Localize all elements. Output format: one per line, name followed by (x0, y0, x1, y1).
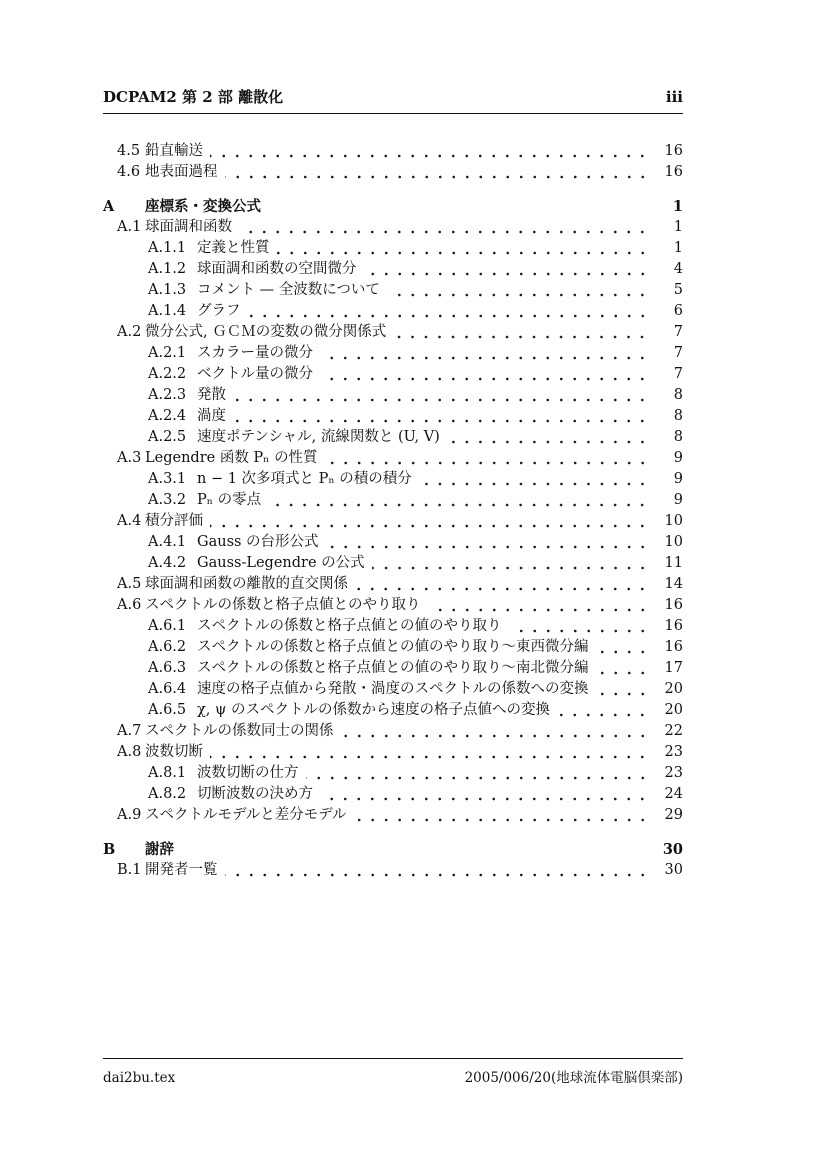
toc-entry-number: A.4 (117, 513, 142, 529)
toc-entry-page: 30 (657, 860, 683, 1169)
dot-leader (509, 616, 650, 637)
toc-entry[interactable] (103, 532, 683, 553)
toc-entry-number: A.6.4 (148, 681, 187, 697)
toc-entry[interactable] (103, 385, 683, 406)
toc-entry-number: A.3.2 (148, 492, 187, 508)
toc-entry-title: Gauss-Legendre の公式 (197, 555, 365, 571)
toc-entry-title: スカラー量の微分 (197, 345, 313, 361)
toc-entry-title: 切断波数の決め方 (197, 786, 313, 802)
toc-entry-title: スペクトルの係数と格子点値との値のやり取り～南北微分編 (197, 660, 589, 676)
toc-entry-title: 開発者一覧 (145, 862, 218, 878)
dot-leader (320, 343, 649, 364)
toc-entry-page: 9 (657, 469, 683, 1169)
toc-entry[interactable] (103, 217, 683, 238)
toc-entry[interactable] (103, 637, 683, 658)
toc-entry-title: スペクトルの係数と格子点値との値のやり取り～東西微分編 (197, 639, 589, 655)
toc-entry-number: A.2.4 (148, 408, 187, 424)
page-header (103, 86, 683, 114)
dot-leader (596, 658, 650, 679)
toc-entry-page: 7 (657, 322, 683, 1169)
dot-leader (428, 595, 650, 616)
toc-entry-page: 16 (657, 141, 683, 1169)
toc-entry-page: 23 (657, 742, 683, 1169)
dot-leader (233, 406, 649, 427)
dot-leader (233, 385, 649, 406)
toc-entry-page: 8 (657, 406, 683, 1169)
toc-entry[interactable] (103, 364, 683, 385)
dot-leader (320, 784, 649, 805)
toc-entry[interactable] (103, 406, 683, 427)
dot-leader (355, 574, 649, 595)
toc-entry-title: スペクトルの係数同士の関係 (145, 723, 334, 739)
toc-entry-number: A.3.1 (148, 471, 187, 487)
toc-entry-page: 4 (657, 259, 683, 1169)
toc-entry[interactable] (103, 259, 683, 280)
toc-entry-page: 24 (657, 784, 683, 1169)
toc-entry[interactable] (103, 322, 683, 343)
dot-leader (248, 301, 650, 322)
toc-entry-number: A.6 (117, 597, 142, 613)
toc-entry-title: 速度ポテンシャル, 流線関数と (U, V) (197, 429, 440, 445)
toc-entry[interactable] (103, 141, 683, 162)
toc-entry-number: A.2.1 (148, 345, 187, 361)
toc-entry-number: 4.5 (117, 143, 141, 159)
dot-leader (596, 679, 650, 700)
toc-entry-title: χ, ψ のスペクトルの係数から速度の格子点値への変換 (197, 702, 550, 718)
toc-entry-page: 8 (657, 427, 683, 1169)
toc-entry-number: A.6.5 (148, 702, 187, 718)
dot-leader (341, 721, 650, 742)
toc-entry-number: A.1 (117, 219, 142, 235)
dot-leader (277, 238, 650, 259)
toc-entry[interactable] (103, 162, 683, 183)
toc-entry-number: A.1.4 (148, 303, 187, 319)
toc-entry-title: n − 1 次多項式と Pₙ の積の積分 (197, 471, 412, 487)
toc-entry-number: A.6.3 (148, 660, 187, 676)
toc-entry-number: A.6.2 (148, 639, 187, 655)
toc-entry-title: 地表面過程 (145, 164, 218, 180)
dot-leader (268, 196, 649, 217)
toc-entry[interactable] (103, 721, 683, 742)
toc-entry-title: Pₙ の零点 (197, 492, 262, 508)
toc-entry-page: 16 (657, 595, 683, 1169)
toc-entry-number: A.6.1 (148, 618, 187, 634)
toc-entry[interactable] (103, 763, 683, 784)
dot-leader (372, 553, 649, 574)
dot-leader (419, 469, 649, 490)
toc-entry[interactable] (103, 616, 683, 637)
toc-entry[interactable] (103, 196, 683, 217)
toc-entry-title: 発散 (197, 387, 226, 403)
toc-entry-number: A.5 (117, 576, 142, 592)
toc-entry-page: 6 (657, 301, 683, 1169)
dot-leader (354, 805, 649, 826)
toc-entry-page: 16 (657, 162, 683, 1169)
toc-entry[interactable] (103, 784, 683, 805)
toc-entry-page: 30 (657, 839, 683, 1169)
toc-entry-title: 微分公式, ＧＣＭの変数の微分関係式 (145, 324, 387, 340)
toc-entry[interactable] (103, 700, 683, 721)
toc-entry-number: A.1.2 (148, 261, 187, 277)
toc-entry-title: Legendre 函数 Pₙ の性質 (145, 450, 318, 466)
dot-leader (320, 364, 649, 385)
toc-entry-title: Gauss の台形公式 (197, 534, 319, 550)
toc-entry[interactable] (103, 805, 683, 826)
toc-entry-number: A (103, 198, 115, 215)
toc-entry-page: 7 (657, 364, 683, 1169)
toc-entry[interactable] (103, 742, 683, 763)
dot-leader (239, 217, 649, 238)
toc-entry-number: A.9 (117, 807, 142, 823)
toc-entry[interactable] (103, 280, 683, 301)
page-footer (103, 1058, 683, 1086)
toc-entry[interactable] (103, 511, 683, 532)
toc-entry-page: 10 (657, 511, 683, 1169)
toc-entry-page: 20 (657, 679, 683, 1169)
toc-entry-title: 定義と性質 (197, 240, 270, 256)
toc-entry-page: 17 (657, 658, 683, 1169)
toc-entry-title: グラフ (197, 303, 241, 319)
dot-leader (210, 141, 649, 162)
dot-leader (364, 259, 650, 280)
dot-leader (225, 162, 650, 183)
toc-entry[interactable] (103, 427, 683, 448)
toc-entry-title: 球面調和函数の空間微分 (197, 261, 357, 277)
toc-entry-page: 8 (657, 385, 683, 1169)
toc-entry[interactable] (103, 448, 683, 469)
toc-entry-number: A.3 (117, 450, 142, 466)
toc-entry-page: 16 (657, 637, 683, 1169)
footer-date: 2005/006/20(地球流体電脳倶楽部) (464, 1070, 683, 1086)
footer-filename: dai2bu.tex (103, 1070, 176, 1086)
toc-entry-title: 座標系・変換公式 (145, 198, 261, 215)
toc-entry[interactable] (103, 490, 683, 511)
dot-leader (557, 700, 649, 721)
toc-entry-page: 1 (657, 217, 683, 1169)
toc-entry[interactable] (103, 574, 683, 595)
toc-entry-number: A.2.3 (148, 387, 187, 403)
header-title: DCPAM2 第 2 部 離散化 (103, 88, 284, 106)
toc-entry-number: A.2 (117, 324, 142, 340)
toc-entry[interactable] (103, 238, 683, 259)
toc-entry-title: ベクトル量の微分 (197, 366, 313, 382)
dot-leader (210, 511, 649, 532)
toc-entry-number: 4.6 (117, 164, 141, 180)
dot-leader (325, 448, 649, 469)
toc-entry-number: A.2.5 (148, 429, 187, 445)
dot-leader (210, 742, 649, 763)
table-of-contents (103, 141, 683, 881)
toc-entry-title: スペクトルモデルと差分モデル (145, 807, 347, 823)
toc-entry-number: A.2.2 (148, 366, 187, 382)
toc-entry-title: 波数切断 (145, 744, 203, 760)
toc-entry-title: 鉛直輸送 (145, 143, 203, 159)
toc-entry-page: 14 (657, 574, 683, 1169)
toc-entry[interactable] (103, 860, 683, 881)
toc-entry-title: 渦度 (197, 408, 226, 424)
toc-entry-number: A.8.2 (148, 786, 187, 802)
toc-entry-number: B (103, 841, 116, 858)
toc-entry[interactable] (103, 343, 683, 364)
toc-entry-number: B.1 (117, 862, 142, 878)
toc-entry-number: A.4.1 (148, 534, 187, 550)
dot-leader (306, 763, 650, 784)
toc-entry-page: 20 (657, 700, 683, 1169)
dot-leader (393, 322, 649, 343)
toc-entry-page: 9 (657, 490, 683, 1169)
toc-entry[interactable] (103, 301, 683, 322)
dot-leader (387, 280, 649, 301)
toc-entry-page: 7 (657, 343, 683, 1169)
toc-entry-number: A.7 (117, 723, 142, 739)
toc-entry[interactable] (103, 839, 683, 860)
toc-entry-title: スペクトルの係数と格子点値とのやり取り (145, 597, 421, 613)
toc-entry-title: 球面調和函数の離散的直交関係 (145, 576, 348, 592)
toc-entry-number: A.8 (117, 744, 142, 760)
toc-entry[interactable] (103, 595, 683, 616)
toc-entry-page: 16 (657, 616, 683, 1169)
toc-entry-title: コメント — 全波数について (197, 282, 380, 298)
dot-leader (225, 860, 650, 881)
dot-leader (268, 490, 649, 511)
toc-entry-page: 9 (657, 448, 683, 1169)
toc-entry-page: 1 (657, 196, 683, 1169)
toc-entry-page: 10 (657, 532, 683, 1169)
toc-entry[interactable] (103, 679, 683, 700)
toc-entry[interactable] (103, 658, 683, 679)
toc-entry-page: 1 (657, 238, 683, 1169)
toc-entry-page: 5 (657, 280, 683, 1169)
toc-entry-page: 23 (657, 763, 683, 1169)
dot-leader (326, 532, 649, 553)
toc-entry-page: 22 (657, 721, 683, 1169)
toc-entry-number: A.8.1 (148, 765, 187, 781)
toc-entry[interactable] (103, 553, 683, 574)
dot-leader (181, 839, 649, 860)
toc-entry-number: A.4.2 (148, 555, 187, 571)
toc-entry[interactable] (103, 469, 683, 490)
toc-entry-title: 球面調和函数 (145, 219, 232, 235)
dot-leader (447, 427, 649, 448)
dot-leader (596, 637, 650, 658)
toc-entry-title: 積分評価 (145, 513, 203, 529)
toc-entry-title: 謝辞 (145, 841, 174, 858)
toc-entry-number: A.1.1 (148, 240, 187, 256)
toc-entry-page: 11 (657, 553, 683, 1169)
header-page-number: iii (665, 88, 683, 106)
toc-entry-title: スペクトルの係数と格子点値との値のやり取り (197, 618, 502, 634)
toc-entry-page: 29 (657, 805, 683, 1169)
toc-entry-title: 速度の格子点値から発散・渦度のスペクトルの係数への変換 (197, 681, 589, 697)
toc-entry-title: 波数切断の仕方 (197, 765, 299, 781)
toc-entry-number: A.1.3 (148, 282, 187, 298)
